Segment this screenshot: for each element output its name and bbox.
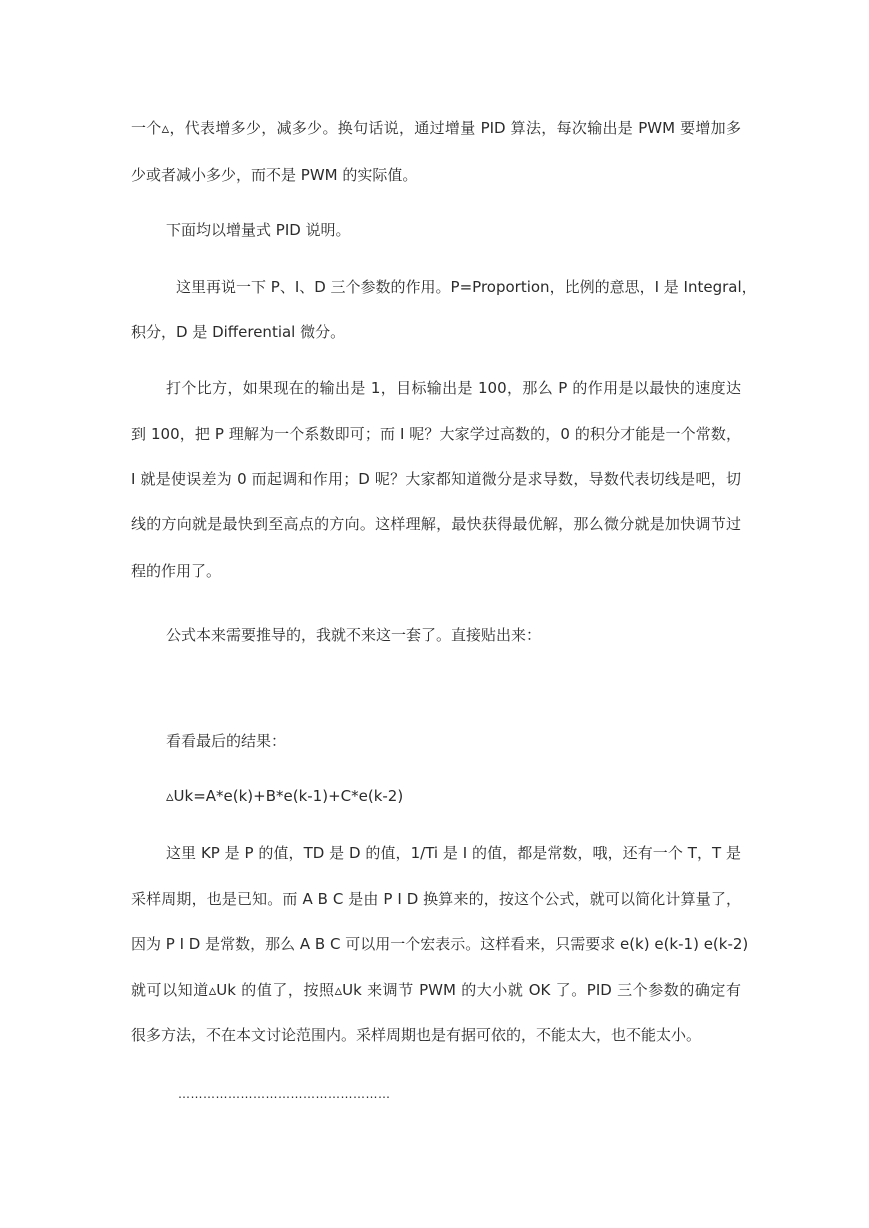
text-line: 因为 P I D 是常数，那么 A B C 可以用一个宏表示。这样看来，只需要求 e(k) e(k-1) e(k-2) xyxy=(131,935,749,953)
text-line: 程的作用了。 xyxy=(131,562,222,580)
text-line: 很多方法，不在本文讨论范围内。采样周期也是有据可依的，不能太大，也不能太小。 xyxy=(131,1026,702,1044)
ellipsis-separator: …………………………………………… xyxy=(178,1087,391,1101)
text-line: 一个▵，代表增多少，减多少。换句话说，通过增量 PID 算法，每次输出是 PWM 要增加多 xyxy=(131,119,741,137)
text-line: 到 100，把 P 理解为一个系数即可；而 I 呢？大家学过高数的，0 的积分才能是一个常数， xyxy=(131,425,741,443)
text-line: 线的方向就是最快到至高点的方向。这样理解，最快获得最优解，那么微分就是加快调节过 xyxy=(131,515,741,533)
formula: ▵Uk=A*e(k)+B*e(k-1)+C*e(k-2) xyxy=(166,787,404,805)
text-line: 少或者减小多少，而不是 PWM 的实际值。 xyxy=(131,166,418,184)
text-line: 这里再说一下 P、I、D 三个参数的作用。P=Proportion，比例的意思，I 是 Integral， xyxy=(176,278,757,296)
text-line: 采样周期，也是已知。而 A B C 是由 P I D 换算来的，按这个公式，就可以简化计算量了， xyxy=(131,890,741,908)
text-line: 这里 KP 是 P 的值，TD 是 D 的值，1/Ti 是 I 的值，都是常数，哦，还有一个 T，T 是 xyxy=(166,844,741,862)
text-line: I 就是使误差为 0 而起调和作用；D 呢？大家都知道微分是求导数，导数代表切线是吧，切 xyxy=(131,470,741,488)
text-line: 打个比方，如果现在的输出是 1，目标输出是 100，那么 P 的作用是以最快的速度达 xyxy=(166,379,741,397)
text-line: 就可以知道▵Uk 的值了，按照▵Uk 来调节 PWM 的大小就 OK 了。PID 三个参数的确定有 xyxy=(131,981,741,999)
text-line: 公式本来需要推导的，我就不来这一套了。直接贴出来： xyxy=(166,626,542,644)
text-line: 积分，D 是 Differential 微分。 xyxy=(131,323,346,341)
text-line: 下面均以增量式 PID 说明。 xyxy=(166,221,351,239)
text-line: 看看最后的结果： xyxy=(166,732,287,750)
